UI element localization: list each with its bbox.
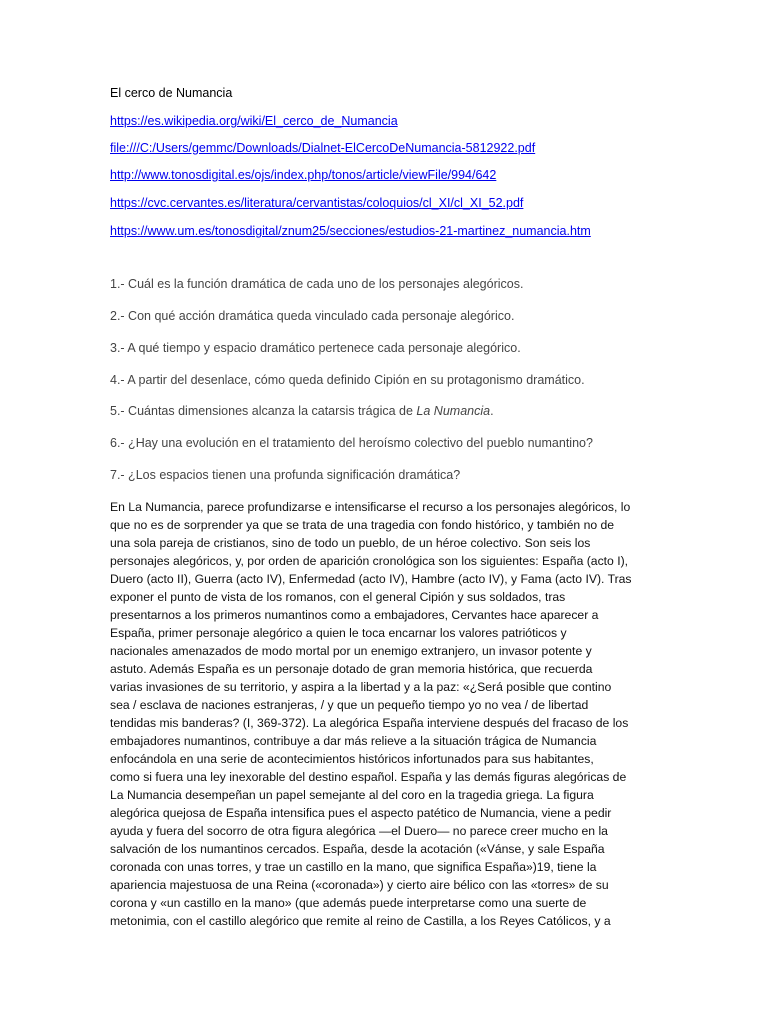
link-tonosdigital-ojs[interactable]: http://www.tonosdigital.es/ojs/index.php/tonos/article/viewFile/994/642 <box>110 168 497 182</box>
question-4-text: 4.- A partir del desenlace, cómo queda definido Cipión en su protagonismo dramático. <box>110 373 585 387</box>
link-cvc-cervantes[interactable]: https://cvc.cervantes.es/literatura/cervantistas/coloquios/cl_XI/cl_XI_52.pdf <box>110 196 524 210</box>
question-2 <box>110 309 514 323</box>
body-line: alegórica quejosa de España intensifica pues el aspecto patético de Numancia, viene a pedir <box>110 806 612 820</box>
link-um-tonosdigital[interactable]: https://www.um.es/tonosdigital/znum25/secciones/estudios-21-martinez_numancia.htm <box>110 224 591 238</box>
question-3 <box>110 341 521 355</box>
question-1 <box>110 277 523 291</box>
body-line: metonimia, con el castillo alegórico que remite al reino de Castilla, a los Reyes Católicos, y a <box>110 914 611 928</box>
body-line: tendidas mis banderas? (I, 369-372). La alegórica España interviene después del fracaso de los <box>110 716 629 730</box>
link-wikipedia[interactable]: https://es.wikipedia.org/wiki/El_cerco_de_Numancia <box>110 114 398 128</box>
body-paragraph <box>110 498 658 930</box>
question-5-text: 5.- Cuántas dimensiones alcanza la catarsis trágica de <box>110 404 417 418</box>
body-line: enfocándola en una serie de acontecimientos históricos infortunados para sus habitantes, <box>110 752 594 766</box>
link-dialnet-file[interactable]: file:///C:/Users/gemmc/Downloads/Dialnet-ElCercoDeNumancia-5812922.pdf <box>110 141 536 155</box>
body-line: astuto. Además España es un personaje dotado de gran memoria histórica, que recuerda <box>110 662 593 676</box>
document-title: El cerco de Numancia <box>110 86 233 100</box>
body-line: exponer el punto de vista de los romanos, con el general Cipión y sus soldados, tras <box>110 590 566 604</box>
body-line: sea / esclava de naciones estranjeras, / y que un pequeño tiempo yo no vea / de libertad <box>110 698 589 712</box>
body-line: La Numancia desempeñan un papel semejante al del coro en la tragedia griega. La figura <box>110 788 594 802</box>
body-line: corona y «un castillo en la mano» (que además puede interpretarse como una suerte de <box>110 896 587 910</box>
question-7-text: 7.- ¿Los espacios tienen una profunda significación dramática? <box>110 468 461 482</box>
question-1-text: 1.- Cuál es la función dramática de cada uno de los personajes alegóricos. <box>110 277 524 291</box>
body-line: una sola pareja de cristianos, sino de todo un pueblo, de un héroe colectivo. Son seis los <box>110 536 591 550</box>
body-line: nacionales amenazados de modo mortal por un enemigo extranjero, un invasor potente y <box>110 644 592 658</box>
question-6 <box>110 436 593 450</box>
body-line: como si fuera una ley inexorable del destino español. España y las demás figuras alegóricas de <box>110 770 627 784</box>
question-5-italic-title: La Numancia <box>416 404 491 418</box>
body-line: ayuda y fuera del socorro de otra figura alegórica —el Duero— no parece creer mucho en la <box>110 824 608 838</box>
body-line: embajadores numantinos, contribuye a dar más relieve a la situación trágica de Numancia <box>110 734 597 748</box>
body-line: personajes alegóricos, y, por orden de aparición cronológica son los siguientes: España (acto I), <box>110 554 629 568</box>
body-line: España, primer personaje alegórico a quien le toca encarnar los valores patrióticos y <box>110 626 567 640</box>
question-7 <box>110 468 460 482</box>
question-5-suffix: . <box>490 404 494 418</box>
body-line: varias invasiones de su territorio, y aspira a la libertad y a la paz: «¿Será posible que contino <box>110 680 612 694</box>
question-6-text: 6.- ¿Hay una evolución en el tratamiento del heroísmo colectivo del pueblo numantino? <box>110 436 593 450</box>
question-5 <box>110 404 494 418</box>
body-line: coronada con unas torres, y trae un castillo en la mano, que significa España»)19, tiene la <box>110 860 597 874</box>
question-2-text: 2.- Con qué acción dramática queda vinculado cada personaje alegórico. <box>110 309 515 323</box>
body-line: presentarnos a los primeros numantinos como a embajadores, Cervantes hace aparecer a <box>110 608 599 622</box>
body-line: En La Numancia, parece profundizarse e intensificarse el recurso a los personajes alegóricos, lo <box>110 500 631 514</box>
body-line: apariencia majestuosa de una Reina («coronada») y cierto aire bélico con las «torres» de su <box>110 878 609 892</box>
body-line: Duero (acto II), Guerra (acto IV), Enfermedad (acto IV), Hambre (acto IV), y Fama (acto IV). Tras <box>110 572 632 586</box>
body-line: salvación de los numantinos cercados. España, desde la acotación («Vánse, y sale España <box>110 842 605 856</box>
question-3-text: 3.- A qué tiempo y espacio dramático pertenece cada personaje alegórico. <box>110 341 521 355</box>
question-4 <box>110 373 585 387</box>
body-line: que no es de sorprender ya que se trata de una tragedia con fondo histórico, y también no de <box>110 518 615 532</box>
